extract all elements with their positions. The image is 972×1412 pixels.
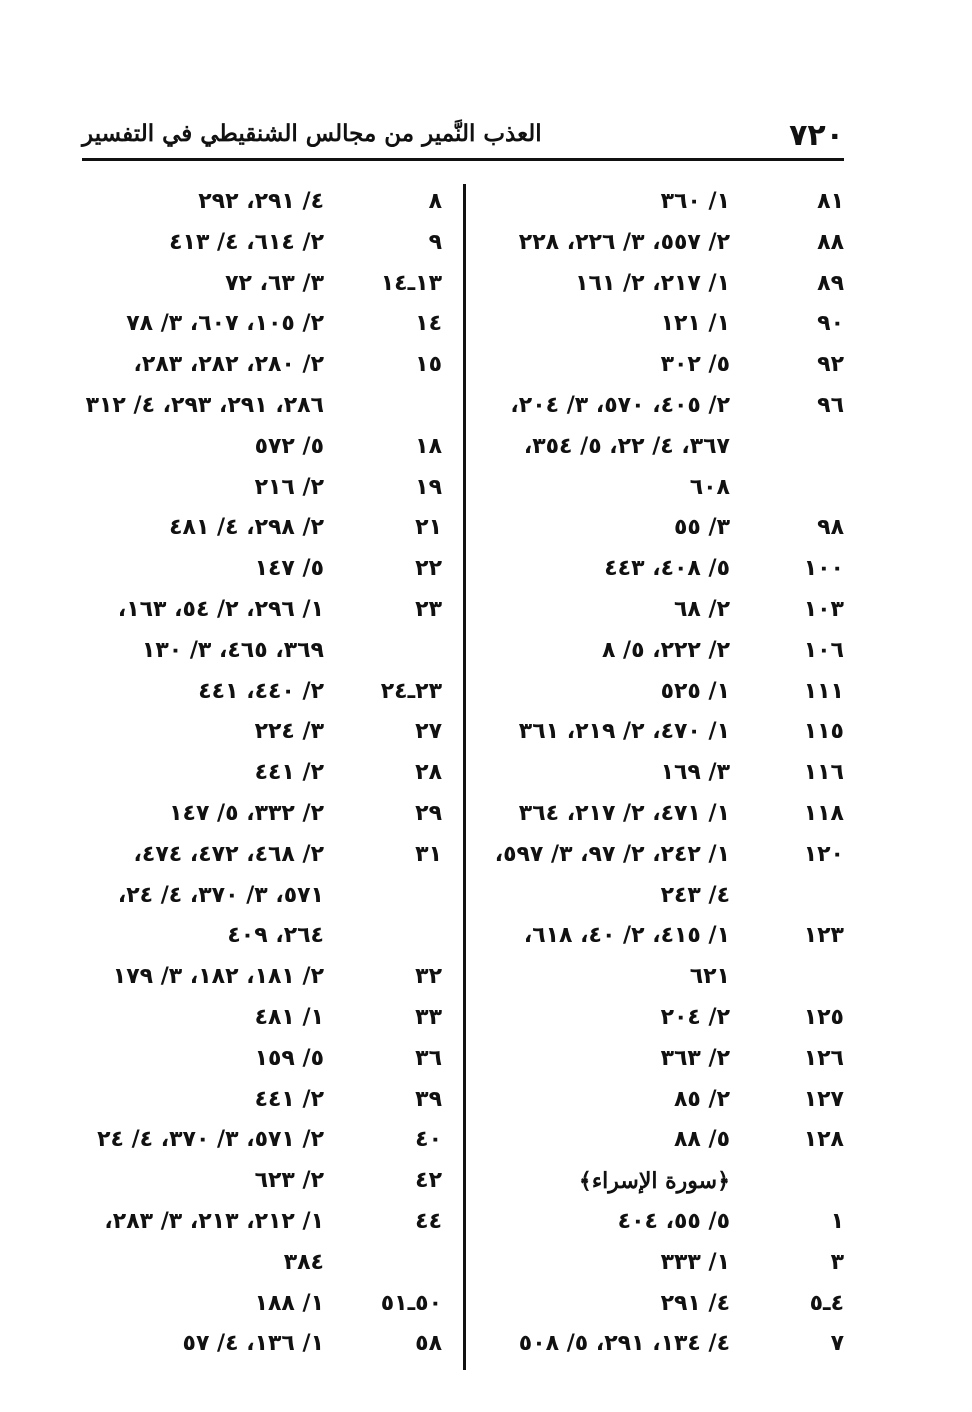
verse-number: ٤ـ٥ bbox=[809, 1290, 844, 1316]
page-references: ٣٦٩، ٤٦٥، ٣/ ١٣٠ bbox=[141, 637, 324, 663]
verse-number: ١٢٦ bbox=[803, 1045, 844, 1071]
page-references: ٥/ ٥٧٢ bbox=[254, 433, 324, 459]
page-references: ٢٦٤، ٤٠٩ bbox=[227, 923, 324, 949]
page-references: ١/ ٢١٢، ٢١٣، ٣/ ٢٨٣، bbox=[104, 1208, 324, 1234]
index-row bbox=[82, 1324, 442, 1365]
index-row bbox=[478, 835, 844, 876]
index-row bbox=[478, 386, 844, 427]
book-title: العذب النَّمير من مجالس الشنقيطي في التفسير bbox=[82, 120, 542, 147]
verse-number: ٣٩ bbox=[415, 1086, 442, 1112]
page-references: ٢/ ٣٣٢، ٥/ ١٤٧ bbox=[169, 800, 324, 826]
index-row bbox=[478, 1243, 844, 1284]
page-references: ٢/ ١٠٥، ٦٠٧، ٣/ ٧٨ bbox=[126, 311, 324, 337]
verse-number: ٢٣ bbox=[415, 596, 442, 622]
index-row bbox=[82, 1120, 442, 1161]
index-row bbox=[82, 468, 442, 509]
page-references: ٢/ ٤٤٠، ٤٤١ bbox=[198, 678, 324, 704]
page-references: ٥/ ٥٥، ٤٠٤ bbox=[617, 1208, 730, 1234]
page-references: ٣٨٤ bbox=[283, 1249, 324, 1275]
page-references: ٢/ ٤٠٥، ٥٧٠، ٣/ ٢٠٤، bbox=[510, 392, 730, 418]
index-row bbox=[478, 957, 844, 998]
index-row bbox=[82, 427, 442, 468]
index-row bbox=[478, 1080, 844, 1121]
right-column bbox=[478, 182, 844, 1365]
page-references: ٢/ ٢٩٨، ٤/ ٤٨١ bbox=[169, 515, 324, 541]
page-references: ١/ ٤٨١ bbox=[254, 1004, 324, 1030]
verse-number: ٣٣ bbox=[415, 1004, 442, 1030]
page-references: ٢/ ٢٨٠، ٢٨٢، ٢٨٣، bbox=[133, 352, 324, 378]
page-references: ٥/ ٣٠٢ bbox=[660, 352, 730, 378]
verse-number: ٧ bbox=[830, 1331, 844, 1357]
verse-number: ١٣ـ١٤ bbox=[380, 270, 442, 296]
index-row bbox=[82, 508, 442, 549]
verse-number: ٢٢ bbox=[415, 556, 442, 582]
page-references: ٥/ ١٥٩ bbox=[254, 1045, 324, 1071]
page-references: ٢/ ٤٦٨، ٤٧٢، ٤٧٤، bbox=[133, 841, 324, 867]
index-row bbox=[478, 916, 844, 957]
page-references: ٢/ ٢٠٤ bbox=[660, 1004, 730, 1030]
index-row bbox=[478, 712, 844, 753]
index-row bbox=[82, 957, 442, 998]
verse-number: ٢١ bbox=[415, 515, 442, 541]
index-row bbox=[82, 264, 442, 305]
header-rule bbox=[82, 158, 844, 161]
index-row bbox=[82, 794, 442, 835]
index-row bbox=[478, 264, 844, 305]
page-references: ٤/ ١٣٤، ٢٩١، ٥/ ٥٠٨ bbox=[518, 1331, 730, 1357]
page-references: ١/ ٤١٥، ٢/ ٤٠، ٦١٨، bbox=[523, 923, 730, 949]
index-row bbox=[478, 876, 844, 917]
left-column bbox=[82, 182, 442, 1365]
verse-number: ١٤ bbox=[415, 311, 442, 337]
index-row bbox=[478, 549, 844, 590]
page-references: ٢/ ٣٦٣ bbox=[660, 1045, 730, 1071]
page-references: ٣/ ١٦٩ bbox=[660, 760, 730, 786]
page-references: ٢/ ٥٥٧، ٣/ ٢٢٦، ٢٢٨ bbox=[518, 229, 730, 255]
page-references: ٢/ ٤٤١ bbox=[254, 760, 324, 786]
index-row bbox=[478, 1120, 844, 1161]
verse-number: ٢٩ bbox=[415, 800, 442, 826]
index-row bbox=[82, 1039, 442, 1080]
verse-number: ٨١ bbox=[817, 189, 844, 214]
index-row bbox=[478, 672, 844, 713]
page-references: ٤/ ٢٩١، ٢٩٢ bbox=[198, 189, 324, 214]
index-row bbox=[478, 304, 844, 345]
page-references: ١/ ٢١٧، ٢/ ١٦١ bbox=[575, 270, 730, 296]
page-references: ٢/ ٢٢٢، ٥/ ٨ bbox=[601, 637, 730, 663]
page-references: ٥/ ٤٠٨، ٤٤٣ bbox=[604, 556, 730, 582]
page-references: ٣/ ٦٣، ٧٢ bbox=[225, 270, 324, 296]
index-row bbox=[82, 1161, 442, 1202]
verse-number: ٨٨ bbox=[817, 229, 844, 255]
page-references: ٢/ ١٨١، ١٨٢، ٣/ ١٧٩ bbox=[112, 964, 324, 990]
index-row bbox=[82, 835, 442, 876]
page-references: ٢/ ٦٢٣ bbox=[254, 1168, 324, 1194]
verse-number: ٤٠ bbox=[415, 1127, 442, 1153]
page-references: ١/ ٣٦٠ bbox=[660, 189, 730, 214]
verse-number: ٩٦ bbox=[817, 392, 844, 418]
page-references: ٣/ ٥٥ bbox=[674, 515, 730, 541]
verse-number: ١٨ bbox=[415, 433, 442, 459]
index-row bbox=[82, 182, 442, 223]
verse-number: ١٢٨ bbox=[803, 1127, 844, 1153]
verse-number: ٤٤ bbox=[415, 1208, 442, 1234]
page-references: ١/ ١٣٦، ٤/ ٥٧ bbox=[182, 1331, 324, 1357]
verse-number: ١٢٧ bbox=[803, 1086, 844, 1112]
verse-number: ٥٨ bbox=[415, 1331, 442, 1357]
verse-number: ١٢٥ bbox=[803, 1004, 844, 1030]
verse-number: ٢٨ bbox=[415, 760, 442, 786]
verse-number: ٣٦ bbox=[415, 1045, 442, 1071]
index-row bbox=[82, 916, 442, 957]
page-references: ٥٧١، ٣/ ٣٧٠، ٤/ ٢٤، bbox=[117, 882, 324, 908]
surah-heading-row bbox=[478, 1161, 844, 1202]
verse-number: ١٩ bbox=[415, 474, 442, 500]
page-references: ٢/ ٨٥ bbox=[674, 1086, 730, 1112]
page-references: ١/ ٢٩٦، ٢/ ٥٤، ١٦٣، bbox=[117, 596, 324, 622]
index-row bbox=[478, 182, 844, 223]
verse-number: ١٠٠ bbox=[803, 556, 844, 582]
index-row bbox=[478, 1324, 844, 1365]
page-references: ١/ ٤٧٠، ٢/ ٢١٩، ٣٦١ bbox=[518, 719, 730, 745]
verse-number: ١ bbox=[830, 1208, 844, 1234]
page-number: ٧٢٠ bbox=[789, 118, 844, 153]
verse-number: ٢٧ bbox=[415, 719, 442, 745]
page-references: ٣/ ٢٢٤ bbox=[254, 719, 324, 745]
verse-number: ١٢٣ bbox=[803, 923, 844, 949]
page-references: ١/ ٣٣٣ bbox=[660, 1249, 730, 1275]
index-row bbox=[478, 1284, 844, 1325]
page-references: ٢/ ٤٤١ bbox=[254, 1086, 324, 1112]
index-row bbox=[82, 345, 442, 386]
page-references: ١/ ٤٧١، ٢/ ٢١٧، ٣٦٤ bbox=[518, 800, 730, 826]
index-row bbox=[82, 590, 442, 631]
index-row bbox=[478, 223, 844, 264]
index-row bbox=[478, 794, 844, 835]
index-row bbox=[82, 672, 442, 713]
page-references: ٥/ ٨٨ bbox=[674, 1127, 730, 1153]
page-references: ٢/ ٦٨ bbox=[674, 596, 730, 622]
index-row bbox=[478, 1202, 844, 1243]
page-references: ٢/ ٦١٤، ٤/ ٤١٣ bbox=[169, 229, 324, 255]
verse-number: ١٥ bbox=[415, 352, 442, 378]
verse-number: ٩٢ bbox=[817, 352, 844, 378]
index-row bbox=[82, 998, 442, 1039]
page-references: ١/ ٥٢٥ bbox=[660, 678, 730, 704]
index-row bbox=[478, 753, 844, 794]
page-references: ٤/ ٢٤٣ bbox=[660, 882, 730, 908]
index-row bbox=[82, 1080, 442, 1121]
verse-number: ٣٢ bbox=[415, 964, 442, 990]
index-row bbox=[82, 386, 442, 427]
verse-number: ٩ bbox=[428, 229, 442, 255]
page-references: ٢٨٦، ٢٩١، ٢٩٣، ٤/ ٣١٢ bbox=[85, 392, 324, 418]
index-row bbox=[478, 1039, 844, 1080]
verse-number: ٩٠ bbox=[817, 311, 844, 337]
verse-number: ١١٨ bbox=[803, 800, 844, 826]
verse-number: ٨٩ bbox=[817, 270, 844, 296]
index-row bbox=[478, 468, 844, 509]
page-references: ١/ ١٢١ bbox=[660, 311, 730, 337]
column-divider bbox=[463, 184, 466, 1370]
index-row bbox=[82, 631, 442, 672]
page-references: ١/ ١٨٨ bbox=[254, 1290, 324, 1316]
verse-number: ١٠٦ bbox=[803, 637, 844, 663]
index-row bbox=[82, 549, 442, 590]
page-header bbox=[82, 116, 844, 156]
page-references: ٦٠٨ bbox=[689, 474, 730, 500]
verse-number: ٨ bbox=[428, 189, 442, 214]
index-row bbox=[82, 1243, 442, 1284]
page-references: ٦٢١ bbox=[689, 964, 730, 990]
index-row bbox=[478, 427, 844, 468]
page-references: ٣٦٧، ٤/ ٢٢، ٥/ ٣٥٤، bbox=[523, 433, 730, 459]
index-row bbox=[82, 1202, 442, 1243]
verse-number: ٤٢ bbox=[415, 1168, 442, 1194]
verse-number: ١١٦ bbox=[803, 760, 844, 786]
index-row bbox=[82, 712, 442, 753]
verse-number: ٩٨ bbox=[817, 515, 844, 541]
page-references: ١/ ٢٤٢، ٢/ ٩٧، ٣/ ٥٩٧، bbox=[494, 841, 730, 867]
index-row bbox=[82, 223, 442, 264]
index-row bbox=[478, 998, 844, 1039]
index-row bbox=[478, 508, 844, 549]
index-row bbox=[478, 590, 844, 631]
surah-heading: ﴿سورة الإسراء﴾ bbox=[578, 1168, 730, 1195]
page-references: ٢/ ٢١٦ bbox=[254, 474, 324, 500]
index-row bbox=[478, 345, 844, 386]
verse-number: ٥٠ـ٥١ bbox=[380, 1290, 442, 1316]
index-row bbox=[478, 631, 844, 672]
verse-number: ٣ bbox=[830, 1249, 844, 1275]
verse-number: ١٠٣ bbox=[803, 596, 844, 622]
verse-number: ١٢٠ bbox=[803, 841, 844, 867]
index-row bbox=[82, 753, 442, 794]
index-row bbox=[82, 876, 442, 917]
verse-number: ٣١ bbox=[415, 841, 442, 867]
verse-number: ١١١ bbox=[803, 678, 844, 704]
index-row bbox=[82, 1284, 442, 1325]
verse-number: ٢٣ـ٢٤ bbox=[380, 678, 442, 704]
verse-number: ١١٥ bbox=[803, 719, 844, 745]
page-references: ٤/ ٢٩١ bbox=[660, 1290, 730, 1316]
page-references: ٢/ ٥٧١، ٣/ ٣٧٠، ٤/ ٢٤ bbox=[97, 1127, 324, 1153]
index-row bbox=[82, 304, 442, 345]
page-references: ٥/ ١٤٧ bbox=[254, 556, 324, 582]
